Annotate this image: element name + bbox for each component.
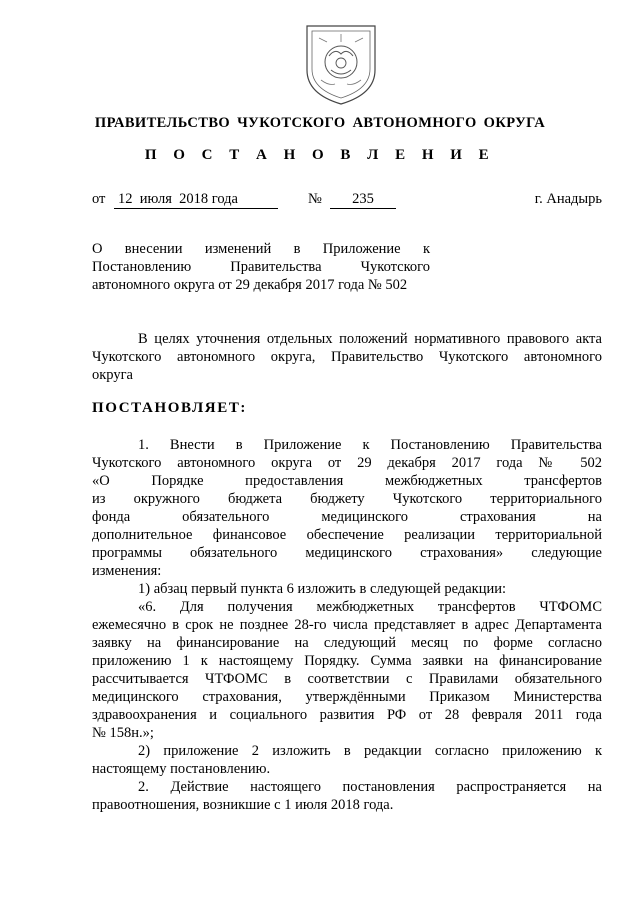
preamble-line: округа (92, 367, 133, 383)
item-2-line: 2. Действие настоящего постановления распространяется на (138, 779, 602, 795)
quote-line: рассчитывается ЧТФОМС в соответствии с Правилами обязательного (92, 671, 602, 687)
subitem-1-line: 1) абзац первый пункта 6 изложить в следующей редакции: (138, 581, 507, 597)
date-prefix: от (92, 191, 106, 207)
document-type: П О С Т А Н О В Л Е Н И Е (144, 147, 496, 163)
item-1-line: программы обязательного медицинского страхования» следующие (92, 545, 602, 561)
preamble-line: Чукотского автономного округа, Правительство Чукотского автономного (92, 349, 602, 365)
item-1-line: фонда обязательного медицинского страхования на (92, 509, 602, 525)
document-subject (92, 240, 430, 294)
item-1 (92, 436, 602, 814)
quote-line: приложению 1 к настоящему Порядку. Сумма заявки на финансирование (92, 653, 602, 669)
government-title: ПРАВИТЕЛЬСТВО ЧУКОТСКОГО АВТОНОМНОГО ОКРУГА (94, 115, 546, 131)
item-2-line: правоотношения, возникшие с 1 июля 2018 года. (92, 797, 394, 813)
item-1-line: «О Порядке предоставления межбюджетных трансфертов (92, 473, 602, 489)
subject-line: автономного округа от 29 декабря 2017 года № 502 (92, 277, 408, 293)
coat-of-arms-emblem (299, 20, 383, 106)
item-1-line: Чукотского автономного округа от 29 декабря 2017 года № 502 (92, 455, 602, 471)
quote-line: «6. Для получения межбюджетных трансфертов ЧТФОМС (138, 599, 602, 615)
subitem-2-line: 2) приложение 2 изложить в редакции согласно приложению к (138, 743, 602, 759)
item-1-line: из окружного бюджета бюджету Чукотского территориального (92, 491, 602, 507)
document-number: 235 (330, 191, 396, 209)
item-1-line: 1. Внести в Приложение к Постановлению Правительства (138, 437, 602, 453)
document-meta-row (92, 191, 602, 211)
preamble (92, 330, 602, 384)
document-date: 12 июля 2018 года (114, 191, 278, 209)
document-city: г. Анадырь (534, 191, 602, 207)
subject-line: О внесении изменений в Приложение к (92, 241, 430, 257)
resolve-word: ПОСТАНОВЛЯЕТ: (92, 400, 248, 416)
preamble-line: В целях уточнения отдельных положений нормативного правового акта (138, 331, 602, 347)
number-sign: № (308, 191, 322, 207)
quote-line: медицинского страхования, утверждёнными Приказом Министерства (92, 689, 602, 705)
quote-line: ежемесячно в срок не позднее 28-го числа представляет в адрес Департамента (92, 617, 602, 633)
quote-line: здравоохранения и социального развития РФ от 28 февраля 2011 года (92, 707, 602, 723)
item-1-line: изменения: (92, 563, 162, 579)
subject-line: Постановлению Правительства Чукотского (92, 259, 430, 275)
quote-line: заявку на финансирование на следующий месяц по форме согласно (92, 635, 602, 651)
subitem-2-line: настоящему постановлению. (92, 761, 271, 777)
item-1-line: дополнительное финансовое обеспечение реализации территориальной (92, 527, 602, 543)
quote-line: № 158н.»; (92, 725, 154, 741)
